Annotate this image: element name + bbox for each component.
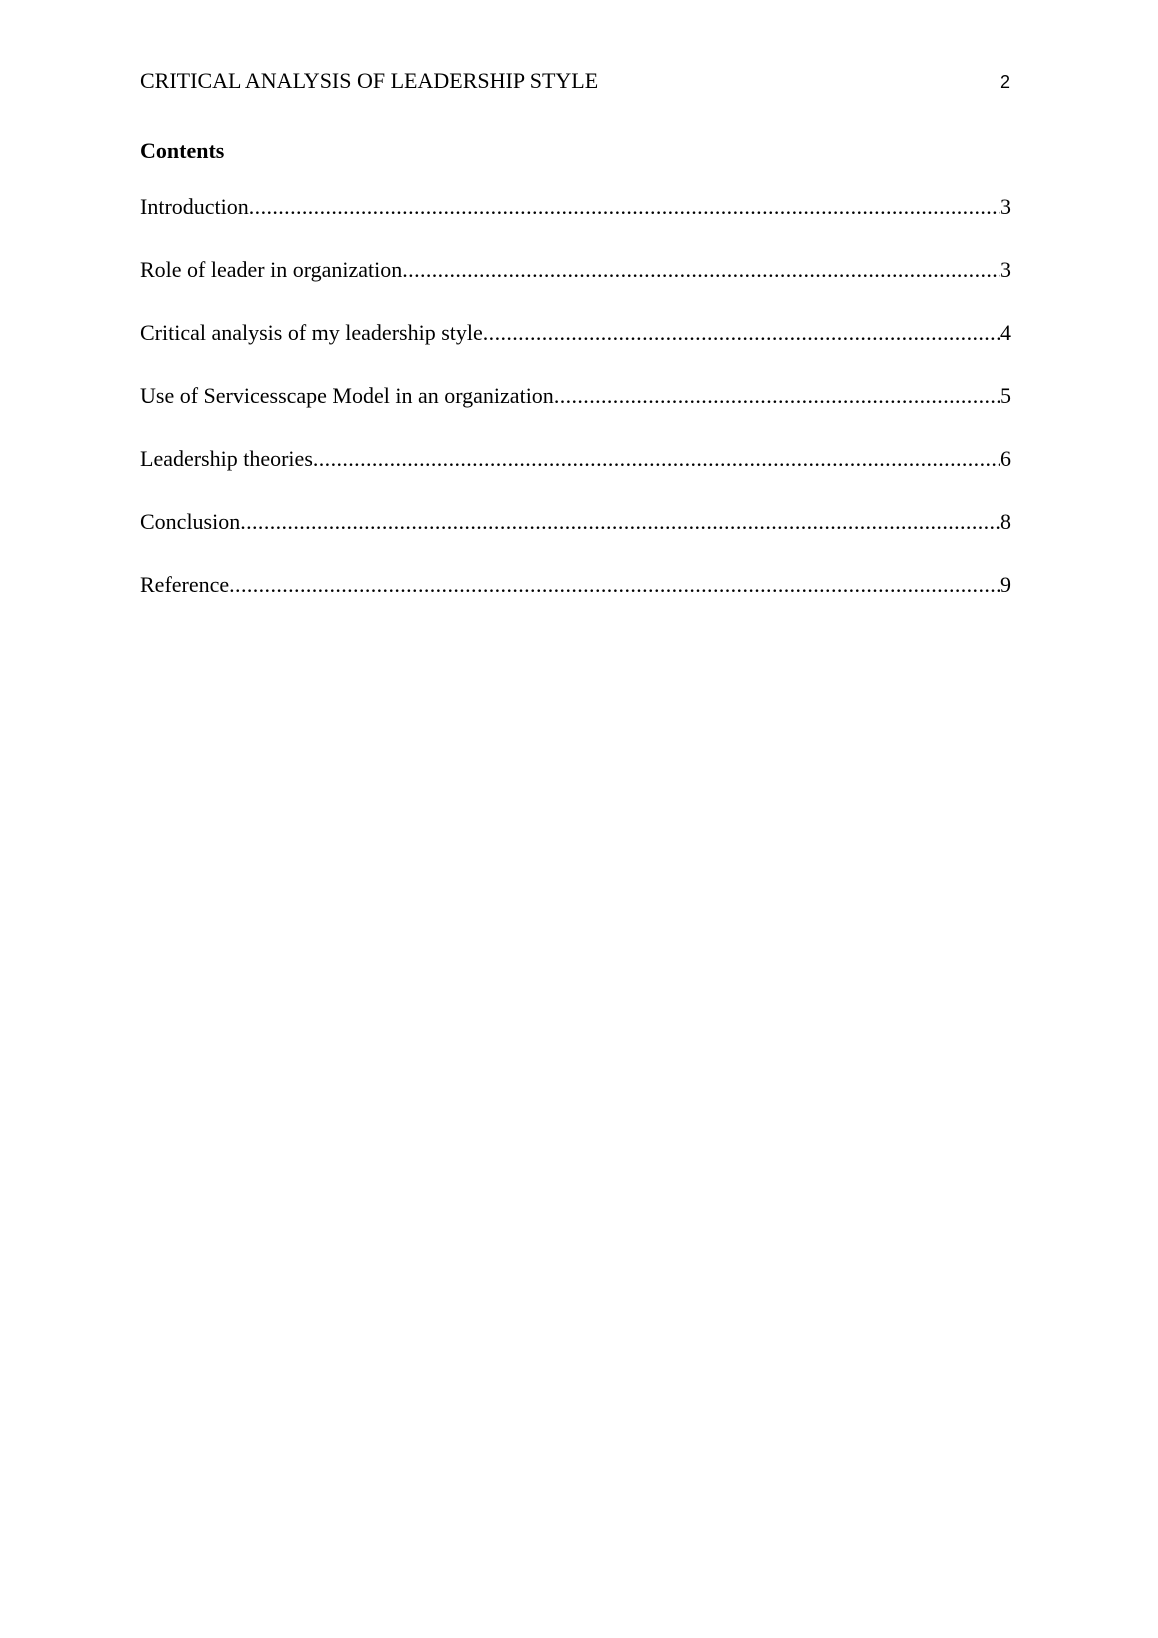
toc-heading: Contents	[140, 138, 225, 163]
header-title: CRITICAL ANALYSIS OF LEADERSHIP STYLE	[140, 68, 599, 93]
toc-dot-leader	[402, 257, 1000, 283]
toc-entry-introduction[interactable]	[140, 194, 1011, 257]
toc-entry-leadership-theories[interactable]	[140, 446, 1011, 509]
toc-entry-page: 4	[1000, 320, 1011, 345]
toc-dot-leader	[313, 446, 1000, 472]
toc-entry-servicesscape-model[interactable]	[140, 383, 1011, 446]
toc-entry-page: 9	[1000, 572, 1011, 597]
running-header	[140, 68, 1012, 96]
toc-entry-label: Use of Servicesscape Model in an organization	[140, 383, 554, 408]
toc-entry-label: Introduction	[140, 194, 249, 219]
toc-entry-critical-analysis[interactable]	[140, 320, 1011, 383]
toc-dot-leader	[240, 509, 1000, 535]
toc-entry-page: 3	[1000, 194, 1011, 219]
toc-dot-leader	[554, 383, 1000, 409]
toc-entry-role-of-leader[interactable]	[140, 257, 1011, 320]
toc-entry-label: Role of leader in organization	[140, 257, 403, 282]
toc-entry-reference[interactable]	[140, 572, 1011, 635]
toc-entry-page: 8	[1000, 509, 1011, 534]
header-page-number: 2	[999, 72, 1010, 92]
toc-dot-leader	[249, 194, 1000, 220]
toc-entry-label: Leadership theories	[140, 446, 313, 471]
toc-entry-label: Reference	[140, 572, 230, 597]
toc-entry-label: Critical analysis of my leadership style	[140, 320, 483, 345]
toc-dot-leader	[483, 320, 1000, 346]
table-of-contents	[140, 194, 1011, 635]
toc-dot-leader	[229, 572, 1000, 598]
toc-entry-page: 6	[1000, 446, 1011, 471]
toc-entry-conclusion[interactable]	[140, 509, 1011, 572]
toc-entry-page: 5	[1000, 383, 1011, 408]
toc-entry-page: 3	[1000, 257, 1011, 282]
toc-entry-label: Conclusion	[140, 509, 241, 534]
